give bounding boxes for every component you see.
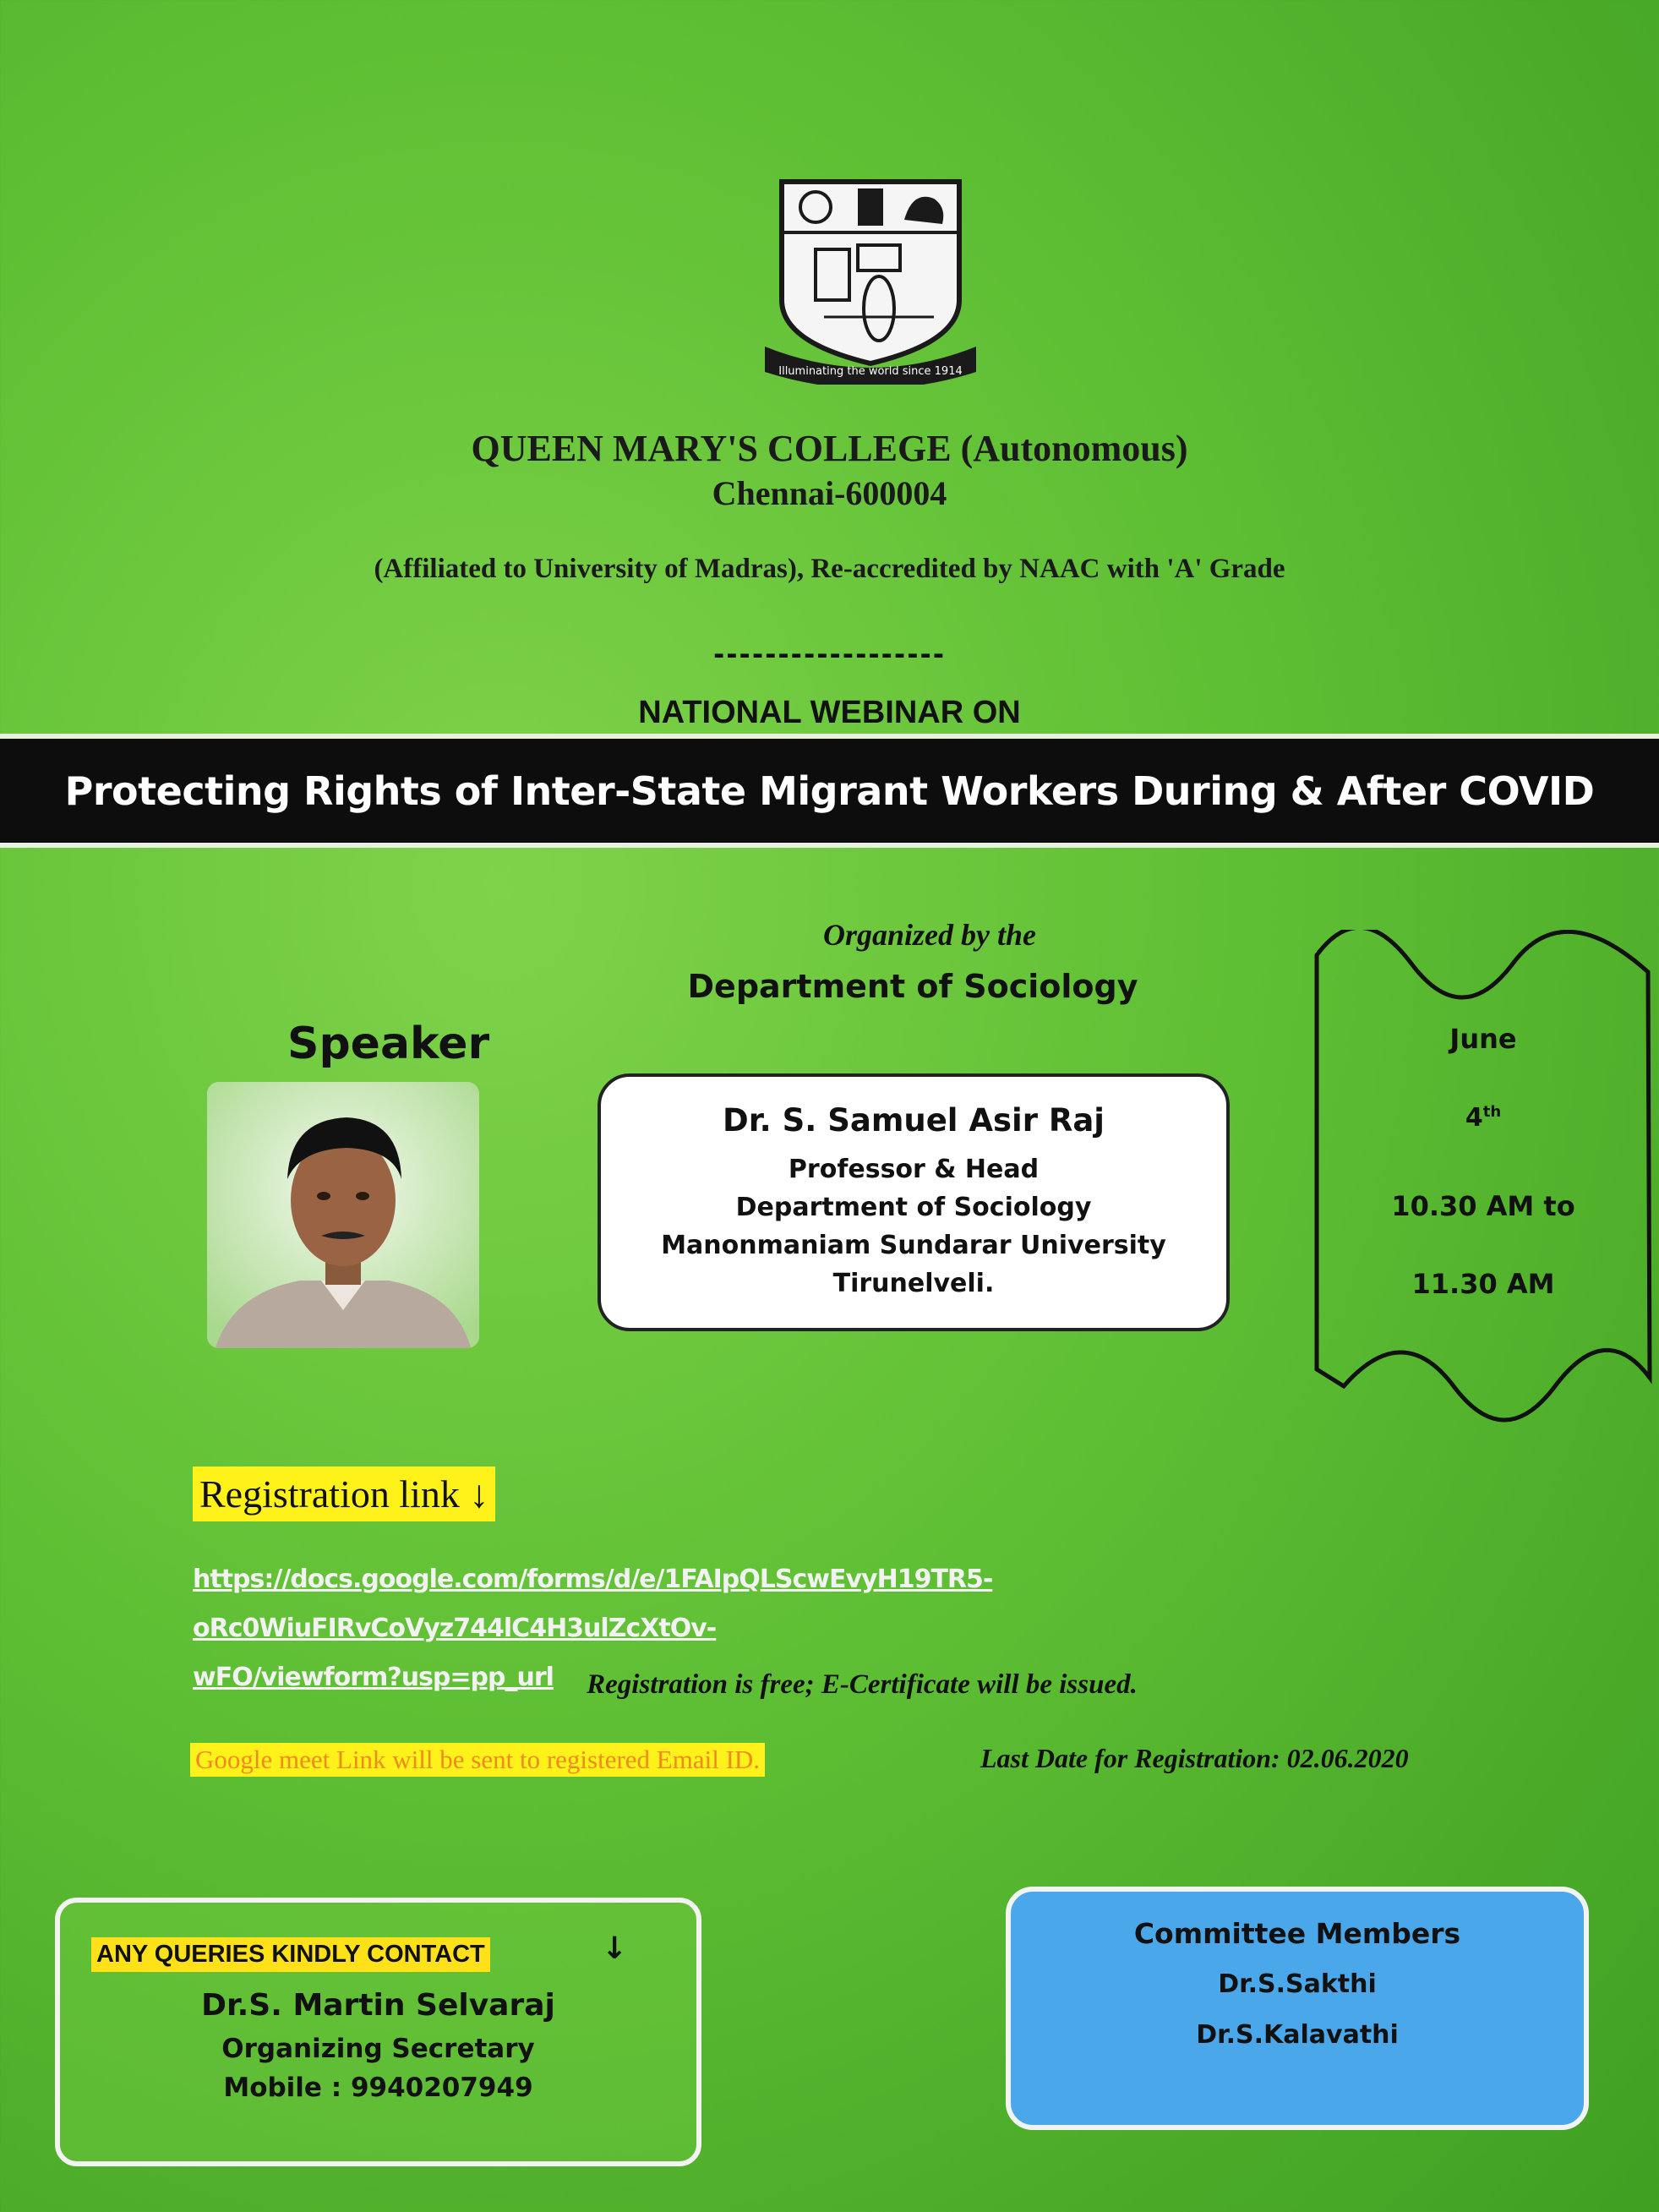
meet-link-note: Google meet Link will be sent to registered Email ID. [190, 1743, 765, 1777]
speaker-department: Department of Sociology [735, 1193, 1092, 1222]
college-affiliation: (Affiliated to University of Madras), Re-accredited by NAAC with 'A' Grade [374, 554, 1285, 584]
last-date-note: Last Date for Registration: 02.06.2020 [980, 1743, 1409, 1773]
down-arrow-icon: ↓ [469, 1472, 489, 1516]
time-from: 10.30 AM to [1391, 1190, 1575, 1222]
speaker-city: Tirunelveli. [832, 1269, 995, 1298]
time-to: 11.30 AM [1411, 1268, 1555, 1300]
emblem-icon [765, 173, 976, 385]
emblem-motto: Illuminating the world since 1914 [778, 365, 963, 378]
committee-heading: Committee Members [1133, 1917, 1461, 1950]
speaker-heading: Speaker [287, 1019, 490, 1069]
organizing-department: Department of Sociology [687, 968, 1138, 1005]
registration-label-text: Registration link [199, 1472, 460, 1516]
registration-url-line2[interactable]: wFO/viewform?usp=pp_url [193, 1663, 554, 1692]
contact-mobile: Mobile : 9940207949 [223, 2073, 533, 2103]
speaker-portrait-icon [207, 1082, 479, 1348]
registration-label [193, 1466, 495, 1521]
date-month: June [1449, 1023, 1517, 1055]
college-name: QUEEN MARY'S COLLEGE (Autonomous) [471, 428, 1188, 469]
date-day-suffix: th [1482, 1103, 1502, 1121]
divider: ------------------ [712, 638, 947, 670]
contact-name: Dr.S. Martin Selvaraj [201, 1988, 555, 2023]
registration-url-line1[interactable]: https://docs.google.com/forms/d/e/1FAIpQLScwEvyH19TR5-oRc0WiuFIRvCoVyz744lC4H3ulZcXtOv- [193, 1565, 993, 1643]
speaker-university: Manonmaniam Sundarar University [661, 1231, 1166, 1260]
speaker-designation: Professor & Head [788, 1155, 1040, 1184]
down-arrow-icon: ↓ [602, 1931, 628, 1966]
speaker-card [598, 1073, 1230, 1331]
contact-heading: ANY QUERIES KINDLY CONTACT [91, 1937, 490, 1972]
speaker-photo [207, 1082, 479, 1348]
college-city: Chennai-600004 [712, 474, 947, 512]
date-time-banner [1310, 930, 1656, 1428]
registration-fee-note: Registration is free; E-Certificate will be issued. [587, 1669, 1138, 1700]
webinar-heading: NATIONAL WEBINAR ON [638, 695, 1021, 730]
committee-member: Dr.S.Kalavathi [1196, 2020, 1399, 2050]
committee-member: Dr.S.Sakthi [1218, 1969, 1377, 1999]
organized-by-label: Organized by the [823, 918, 1036, 952]
wavy-banner-icon [1310, 930, 1656, 1428]
title-band [0, 734, 1659, 848]
college-emblem [765, 173, 976, 385]
speaker-name: Dr. S. Samuel Asir Raj [723, 1102, 1105, 1139]
date-day [1310, 1103, 1656, 1133]
contact-role: Organizing Secretary [221, 2034, 535, 2064]
date-day-number: 4 [1465, 1103, 1483, 1133]
webinar-title: Protecting Rights of Inter-State Migrant Workers During & After COVID [64, 767, 1595, 814]
